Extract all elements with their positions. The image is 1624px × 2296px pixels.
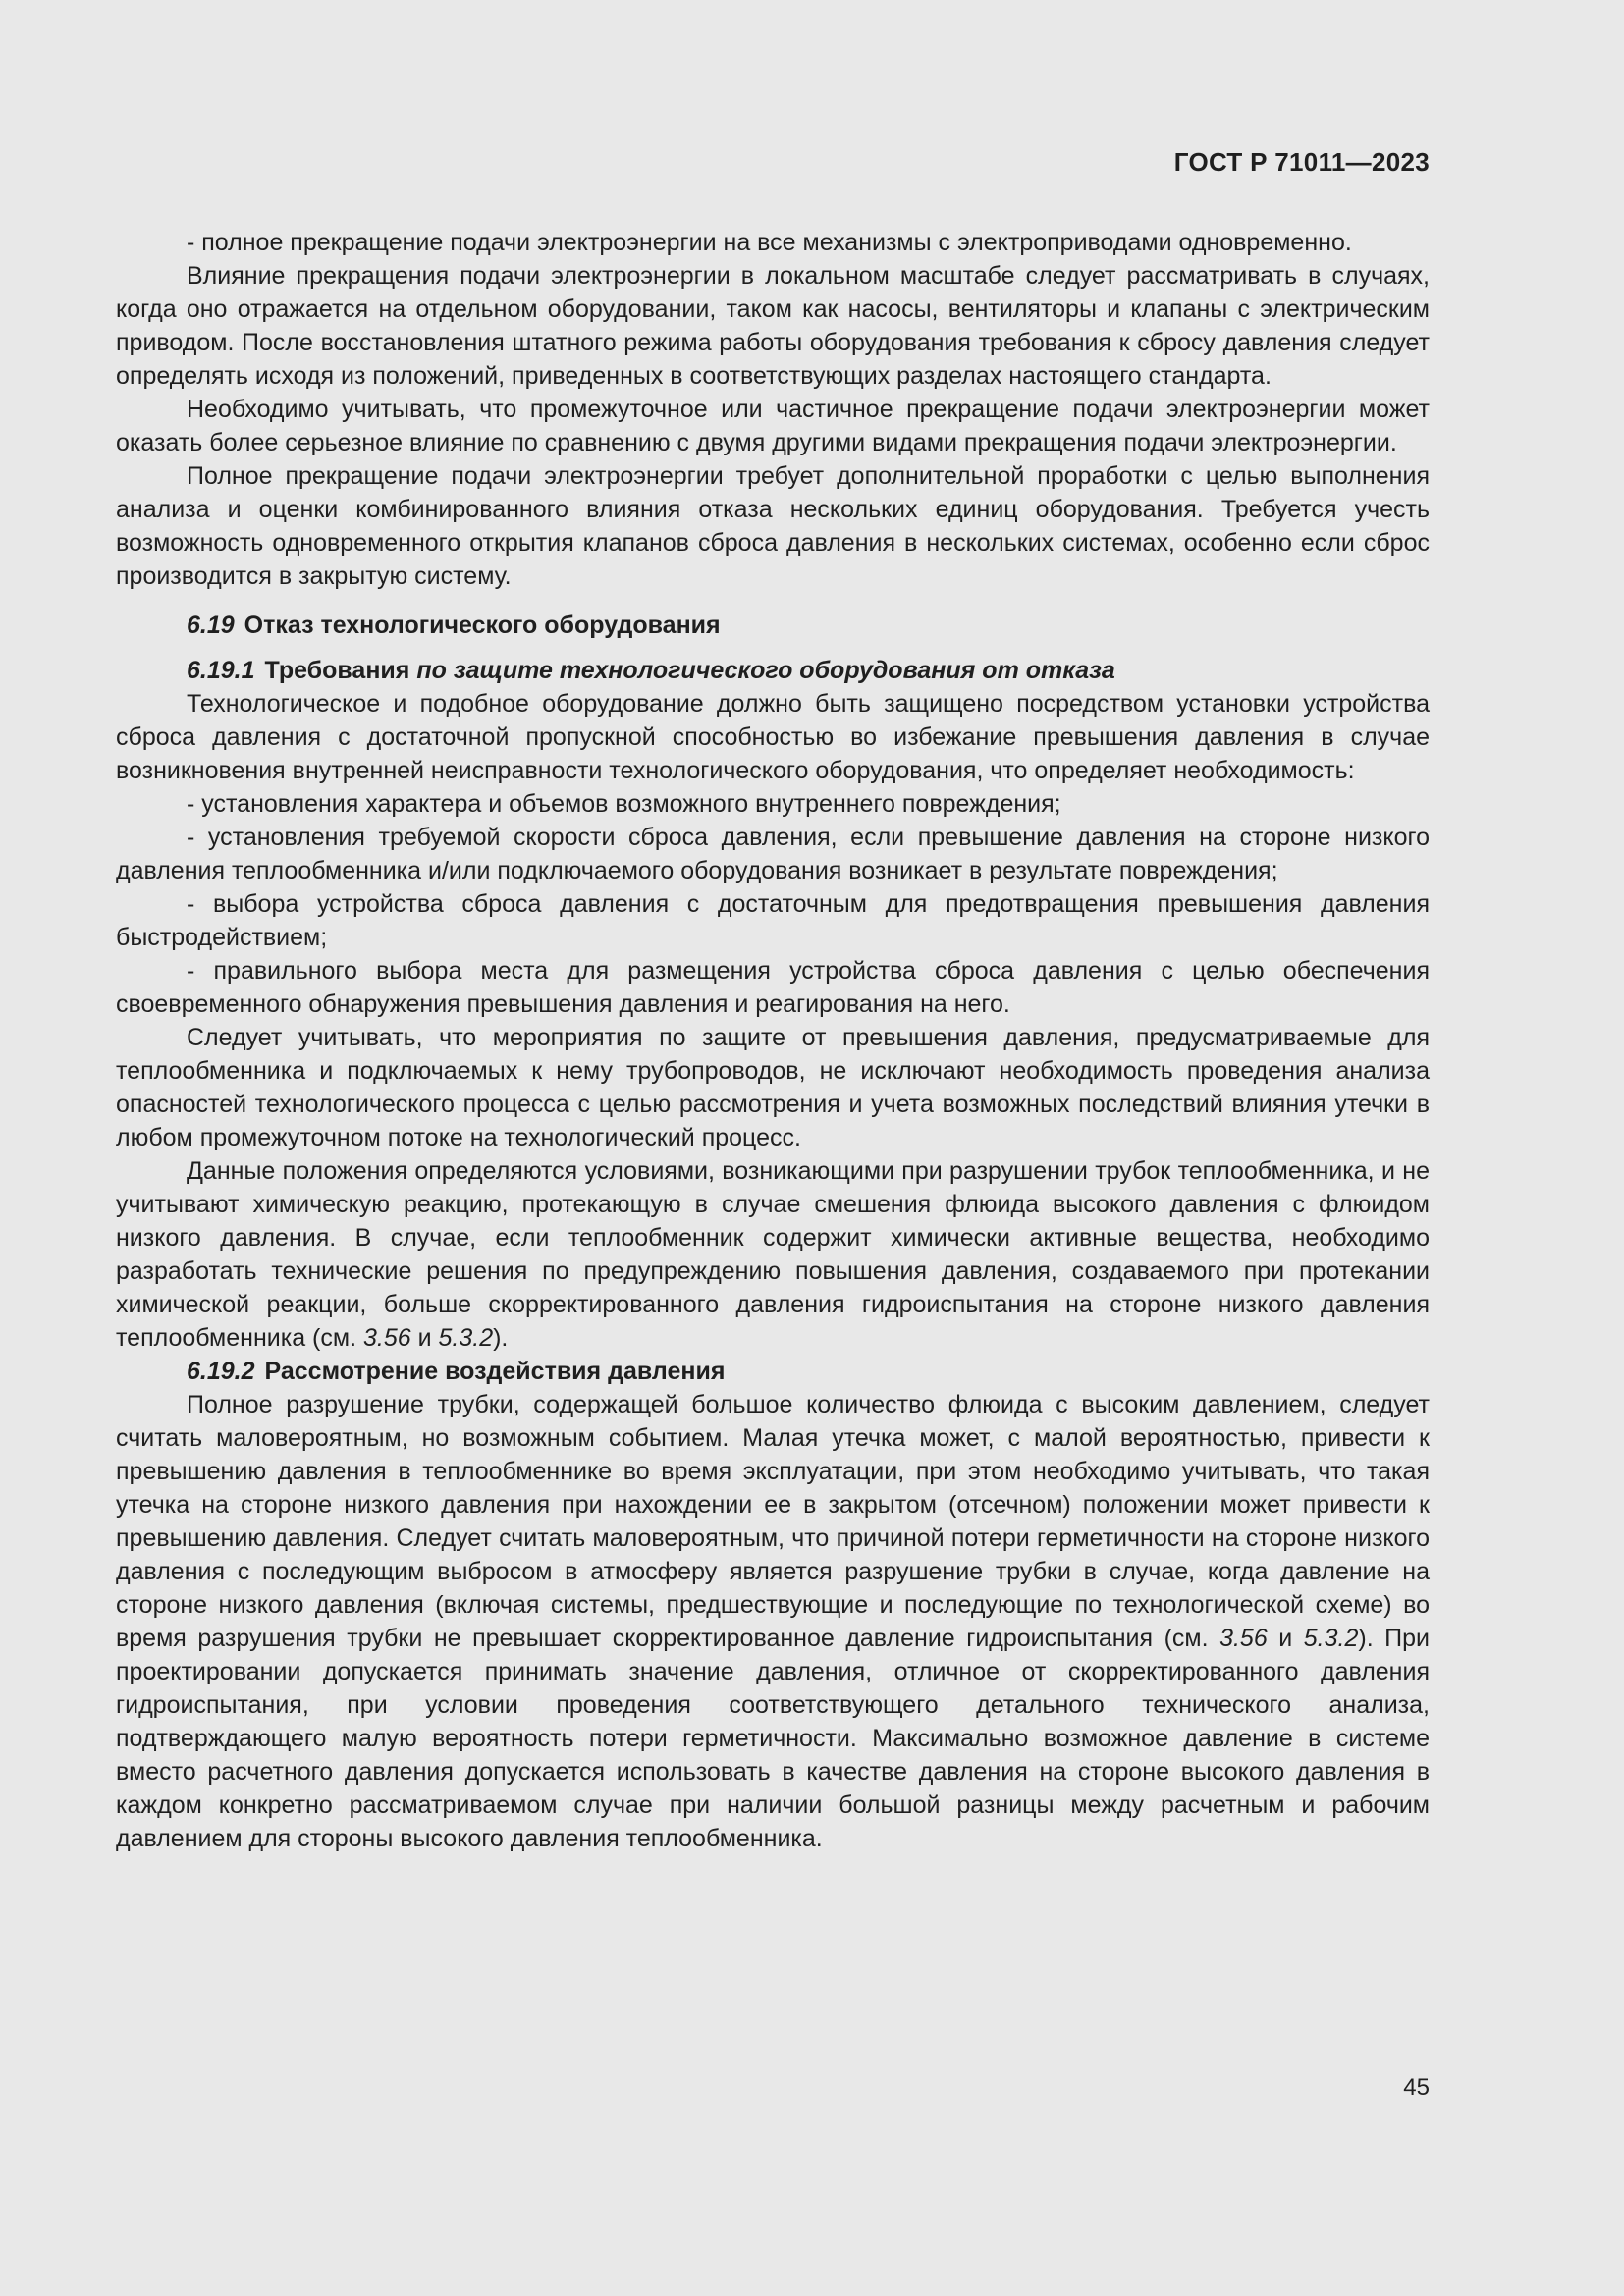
paragraph: - полное прекращение подачи электроэнергии на все механизмы с электроприводами одновременно. [187,229,1352,256]
section-title-italic: по защите технологического оборудования от отказа [416,657,1115,684]
section-heading-6-19-2 [116,1355,1430,1388]
list-item: - правильного выбора места для размещения устройства сброса давления с целью обеспечения своевременного обнаружения превышения давления и реагирования на него. [116,957,1430,1018]
page-number: 45 [1403,2074,1430,2101]
paragraph: Влияние прекращения подачи электроэнергии в локальном масштабе следует рассматривать в случаях, когда оно отражается на отдельном оборудовании, таком как насосы, вентиляторы и клапаны с электрическим приводом. После восстановления штатного режима работы оборудования требования к сбросу давления следует определять исходя из положений, приведенных в соответствующих разделах настоящего стандарта. [116,262,1430,390]
section-heading-6-19 [116,609,1430,642]
section-title: Рассмотрение воздействия давления [264,1358,726,1385]
section-title: Требования [264,657,417,684]
paragraph: Следует учитывать, что мероприятия по защите от превышения давления, предусматриваемые для теплообменника и подключаемых к нему трубопроводов, не исключают необходимость проведения анализа опасностей технологического процесса с целью рассмотрения и учета возможных последствий влияния утечки в любом промежуточном потоке на технологический процесс. [116,1024,1430,1151]
reference: 5.3.2 [438,1324,494,1352]
list-item: - установления требуемой скорости сброса давления, если превышение давления на стороне низкого давления теплообменника и/или подключаемого оборудования возникает в результате повреждения; [116,824,1430,884]
text: и [410,1324,439,1352]
section-number: 6.19.2 [187,1358,255,1385]
paragraph: Полное прекращение подачи электроэнергии требует дополнительной проработки с целью выполнения анализа и оценки комбинированного влияния отказа нескольких единиц оборудования. Требуется учесть возможность одновременного открытия клапанов сброса давления в нескольких системах, особенно если сброс производится в закрытую систему. [116,462,1430,590]
reference: 3.56 [1219,1625,1268,1652]
paragraph [116,1388,1430,1855]
text: ). При проектировании допускается принимать значение давления, отличное от скорректированного давления гидроиспытания, при условии проведения соответствующего детального технического анализа, подтверждающего малую вероятность потери герметичности. Максимально возможное давление в системе вместо расчетного давления допускается использовать в качестве давления на стороне высокого давления в каждом конкретно рассматриваемом случае при наличии большой разницы между расчетным и рабочим давлением для стороны высокого давления теплообменника. [116,1625,1431,1852]
text: и [1267,1625,1304,1652]
paragraph: Необходимо учитывать, что промежуточное или частичное прекращение подачи электроэнергии может оказать более серьезное влияние по сравнению с двумя другими видами прекращения подачи электроэнергии. [116,396,1430,456]
document-header: ГОСТ Р 71011—2023 [1173,147,1430,177]
section-number: 6.19 [187,612,235,639]
section-heading-6-19-1 [116,654,1430,687]
paragraph [116,1154,1430,1355]
section-title: Отказ технологического оборудования [244,612,721,639]
text: ). [493,1324,509,1352]
paragraph: Технологическое и подобное оборудование должно быть защищено посредством установки устройства сброса давления с достаточной пропускной способностью во избежание превышения давления в случае возникновения внутренней неисправности технологического оборудования, что определяет необходимость: [116,690,1430,784]
text: Полное разрушение трубки, содержащей большое количество флюида с высоким давлением, следует считать маловероятным, но возможным событием. Малая утечка может, с малой вероятностью, привести к превышению давления в теплообменнике во время эксплуатации, при этом необходимо учитывать, что такая утечка на стороне низкого давления при нахождении ее в закрытом (отсечном) положении может привести к превышению давления. Следует считать маловероятным, что причиной потери герметичности на стороне низкого давления с последующим выбросом в атмосферу является разрушение трубки в случае, когда давление на стороне низкого давления (включая системы, предшествующие и последующие по технологической схеме) во время разрушения трубки не превышает скорректированное давление гидроиспытания (см. [116,1391,1430,1652]
reference: 5.3.2 [1303,1625,1359,1652]
list-item: - установления характера и объемов возможного внутреннего повреждения; [187,790,1061,818]
page-body [116,226,1430,1855]
section-number: 6.19.1 [187,657,255,684]
reference: 3.56 [362,1324,411,1352]
text: Данные положения определяются условиями, возникающими при разрушении трубок теплообменника, и не учитывают химическую реакцию, протекающую в случае смешения флюида высокого давления с флюидом низкого давления. В случае, если теплообменник содержит химически активные вещества, необходимо разработать технические решения по предупреждению повышения давления, создаваемого при протекании химической реакции, больше скорректированного давления гидроиспытания на стороне низкого давления теплообменника (см. [116,1157,1430,1352]
list-item: - выбора устройства сброса давления с достаточным для предотвращения превышения давления быстродействием; [116,890,1430,951]
